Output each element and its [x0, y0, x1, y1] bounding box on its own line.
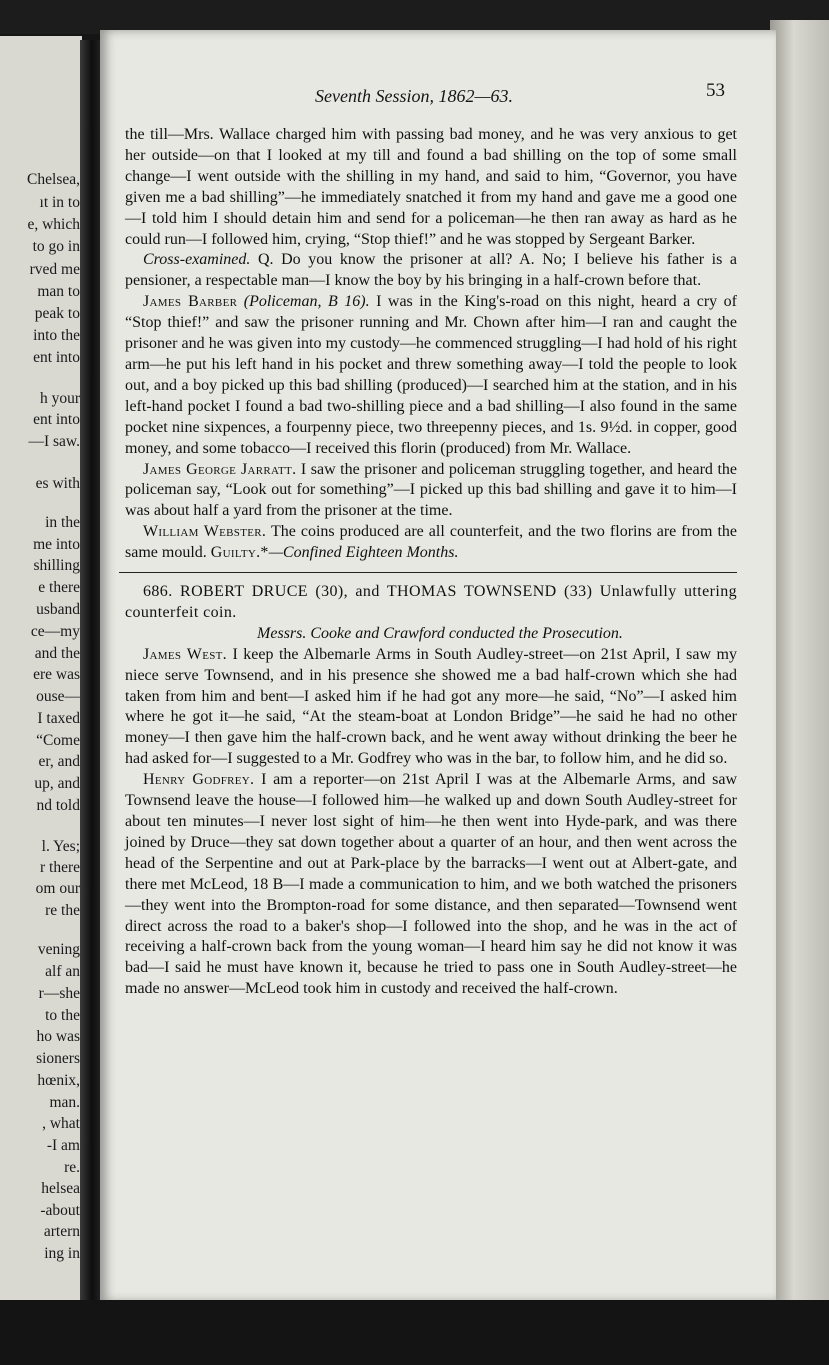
left-page-fragment: -I am [46, 1137, 80, 1154]
paragraph-testimony-wallace-end: the till—Mrs. Wallace charged him with passing bad money, and he was very anxious to get her outside—on that I looked at my till and found a bad shilling on the top of some small change—I went outside with the shilling in my hand, and said to him, “Governor, you have given me a bad shilling”—he immediately snatched it from my hand and gave me a good one—I told him I should detain him and send for a policeman—he then ran away as hard as he could run—I followed him, crying, “Stop thief!” and he was stopped by Sergeant Barker. [125, 126, 737, 248]
left-page-fragment: h your [39, 390, 80, 407]
left-page-fragment: “Come [36, 732, 80, 749]
left-page-fragment: up, and [34, 775, 80, 792]
left-page-fragment: and the [34, 645, 80, 662]
left-page-fragment: sioners [36, 1050, 80, 1067]
left-page-fragment: ouse— [36, 688, 80, 705]
left-page-fragment: -about [40, 1202, 80, 1219]
left-page-fragment: ent into [33, 411, 80, 428]
left-page-fragment: me into [33, 536, 80, 553]
left-page-fragment: man to [37, 283, 80, 300]
case-heading: 686. ROBERT DRUCE (30), and THOMAS TOWNSEND (33) Unlawfully uttering counterfeit coin. [125, 583, 737, 621]
left-page-fragment: usband [36, 601, 80, 618]
left-page-fragment: re. [64, 1159, 80, 1176]
left-page-fragment: hœnix, [37, 1072, 80, 1089]
page-body [125, 125, 737, 1000]
verdict: Guilty.* [210, 544, 269, 562]
witness-name: Henry Godfrey. [143, 771, 255, 789]
witness-testimony: I keep the Albemarle Arms in South Audley-street—on 21st April, I saw my niece serve Townsend, and in his presence she showed me a bad half-crown which she had taken from him and bent—I asked him if he had got any more—he said, “No”—I asked him where he got it—he said, “At the steam-boat at London Bridge”—he said he had no other money—I then gave him the half-crown back, and he went away without drinking the beer he had asked for—I suggested to a Mr. Godfrey who was in the bar, to follow him, and he did so. [125, 645, 737, 768]
left-page-fragment: helsea [41, 1180, 80, 1197]
top-shadow [0, 0, 829, 34]
left-page-fragment: to the [45, 1007, 80, 1024]
paragraph-cross-examination [125, 250, 737, 292]
witness-name: William Webster. [143, 523, 267, 541]
left-page-fragment: nd told [36, 797, 80, 814]
left-page-fragment: , what [42, 1115, 80, 1132]
left-page-fragment: vening [37, 941, 80, 958]
witness-name: James Barber [143, 293, 238, 311]
left-page-fragment: r there [39, 859, 80, 876]
witness-testimony: I was in the King's-road on this night, heard a cry of “Stop thief!” and saw the prisoner running and Mr. Chown after him—I ran and caught the prisoner and he was given into my custody—he commenced struggling—I had hold of his right arm—he put his left hand in his pocket and threw something away—I told the people to look out, and a boy picked up this bad shilling (produced)—I searched him at the station, and in his left-hand pocket I found a bad two-shilling piece and a bad shilling—I also found in the same pocket nine sixpences, a fourpenny piece, two threepenny pieces, and 1s. 9½d. in copper, good money, and some tobacco—I received this florin (produced) from Mr. Wallace. [125, 293, 738, 457]
cross-examination-text: Q. Do you know the prisoner at all? A. No; I believe his father is a pensioner, a respectable man—I know the boy by his bringing in a half-crown before that. [125, 251, 737, 290]
paragraph-james-west [125, 645, 737, 770]
left-page-fragment: e there [38, 579, 80, 596]
left-page-fragment: ce—my [30, 623, 80, 640]
left-page-fragment: ho was [36, 1028, 80, 1045]
left-page-fragment: Chelsea, [27, 171, 80, 188]
witness-testimony: I saw the prisoner and policeman struggling together, and heard the policeman say, “Look out for something”—I picked up this bad shilling and gave it to him—I was about half a yard from the prisoner at the time. [125, 460, 737, 520]
left-page-fragment: artern [43, 1223, 80, 1240]
left-page-fragment: er, and [38, 753, 80, 770]
witness-role: (Policeman, B 16). [243, 293, 370, 311]
left-page-fragment: r—she [38, 985, 80, 1002]
witness-name: James West. [143, 645, 227, 663]
witness-testimony: I am a reporter—on 21st April I was at the Albemarle Arms, and saw Townsend leave the house—I followed him—he walked up and down South Audley-street for about ten minutes—I never lost sight of him—he then went into Hyde-park, and was there joined by Druce—they sat down together about a quarter of an hour, and then went across the head of the Serpentine and out at Park-place by the barracks—I went out at Albert-gate, and there met McLeod, 18 B—I made a communication to him, and we both watched the prisoners—they went into the Brompton-road for some distance, and then separated—Townsend went direct across the road to a baker's shop—I followed into the shop, and he was in the act of receiving a half-crown back from the young woman—I heard him say he did not know it was bad—I said he must have known it, because he tried to pass one in South Audley-street—he made no answer—McLeod took him in custody and received the half-crown. [125, 771, 738, 998]
left-page-fragment: es with [35, 475, 80, 492]
case-divider [119, 572, 737, 573]
prosecution-counsel: Messrs. Cooke and Crawford conducted the Prosecution. [257, 624, 623, 642]
running-header: Seventh Session, 1862—63. [315, 86, 513, 106]
witness-name: James George Jarratt. [143, 460, 297, 478]
left-page-fragment: e, which [27, 216, 80, 233]
left-page-fragment: —I saw. [28, 433, 80, 450]
left-page-fragment: man. [49, 1094, 80, 1111]
left-page-fragment: rved me [29, 261, 80, 278]
paragraph-henry-godfrey [125, 770, 737, 1000]
left-page-fragment: ent into [33, 349, 80, 366]
left-page-fragment: into the [33, 327, 80, 344]
left-page-fragment: alf an [45, 963, 80, 980]
left-page-fragment: in the [45, 514, 80, 531]
sentence: —Confined Eighteen Months. [268, 544, 459, 562]
bottom-shadow [0, 1300, 829, 1365]
left-page-fragment: ere was [33, 666, 80, 683]
left-page-fragment: om our [35, 880, 80, 897]
witness-testimony: The coins produced are all counterfeit, and the two florins are from the same mould. [125, 523, 737, 562]
left-page-fragment: I taxed [37, 710, 80, 727]
left-page-fragment: shilling [33, 557, 80, 574]
page-stack-edge [770, 20, 829, 1365]
left-page-fragment: re the [45, 902, 80, 919]
paragraph-james-george-jarratt [125, 460, 737, 523]
paragraph-william-webster [125, 522, 737, 564]
left-page-fragment: ing in [44, 1245, 80, 1262]
cross-examined-label: Cross-examined. [143, 251, 251, 269]
paragraph-james-barber [125, 292, 737, 459]
left-page-fragment: l. Yes; [41, 838, 80, 855]
left-page-fragment: peak to [34, 305, 80, 322]
page-number: 53 [706, 80, 725, 101]
left-page-edge [0, 36, 82, 1326]
left-page-fragment: to go in [32, 238, 80, 255]
left-page-fragment: ıt in to [39, 194, 80, 211]
